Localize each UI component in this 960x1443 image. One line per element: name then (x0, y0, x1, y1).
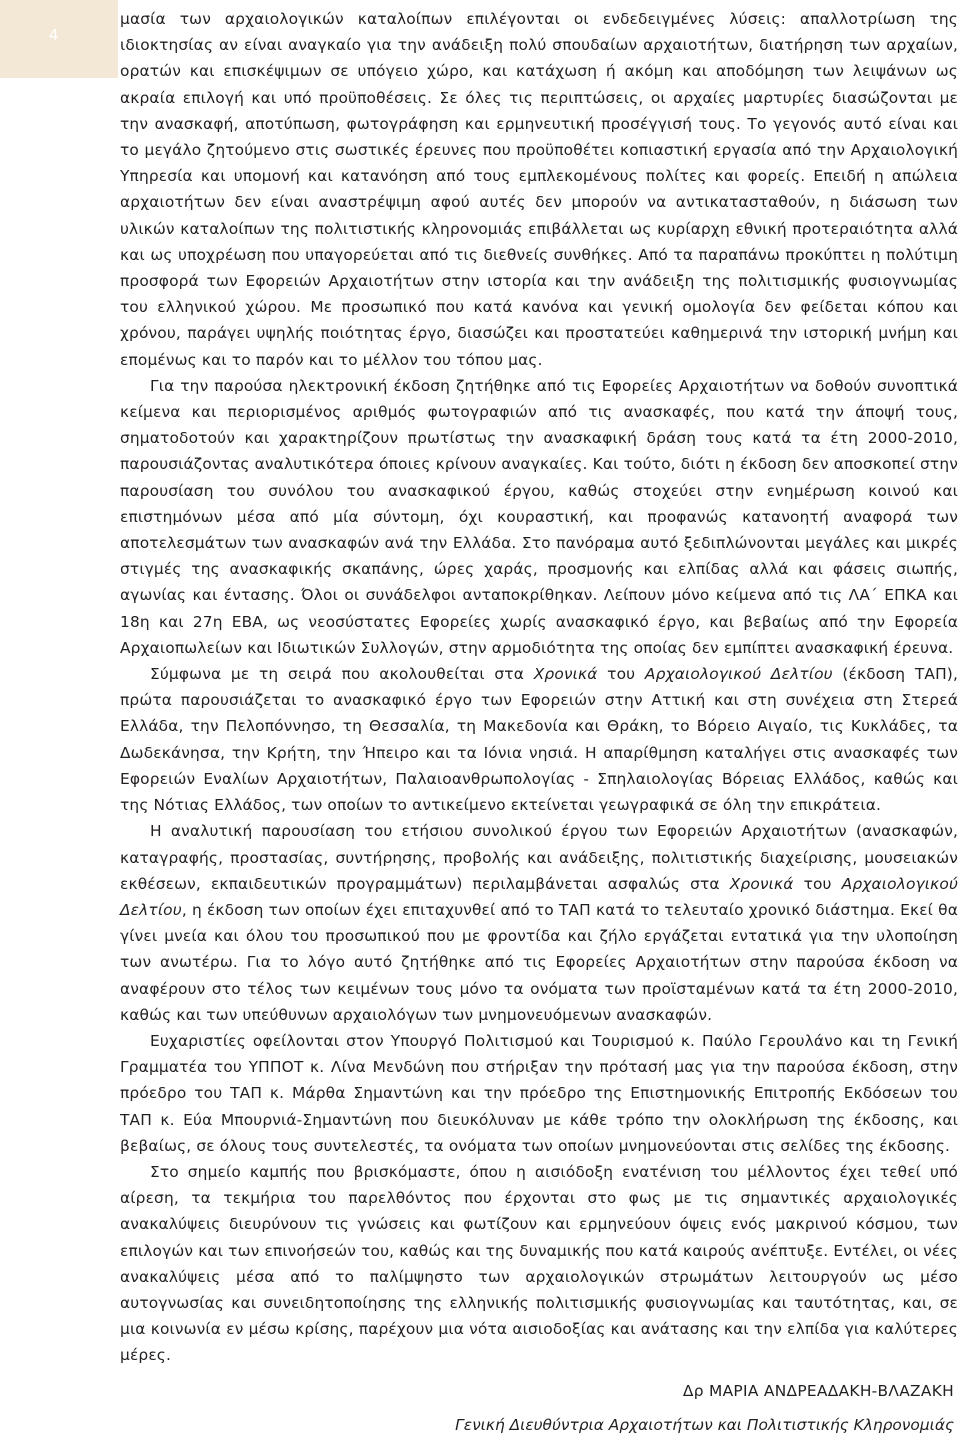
italic-title: Αρχαιολογικού Δελτίου (120, 874, 958, 919)
signature-title: Γενική Διευθύντρια Αρχαιοτήτων και Πολιτιστικής Κληρονομιάς (455, 1416, 954, 1434)
text-segment: , η έκδοση των οποίων έχει επιταχυνθεί από το ΤΑΠ κατά το τελευταίο χρονικό διάστημα. Εκεί θα γίνει μνεία και όλου του προσωπικού που με φροντίδα και ζήλο εργάζεται εντατικά για την υλοποίηση των ανωτέρω. Για το λόγο αυτό ζητήθηκε από τις Εφορείες Αρχαιοτήτων στην παρούσα έκδοση να αναφέρουν στο τέλος των κειμένων τους μόνο τα ονόματα των προϊσταμένων κατά τα έτη 2000-2010, καθώς και των υπεύθυνων αρχαιολόγων των μνημονευόμενων ανασκαφών. (120, 900, 958, 1024)
paragraph (120, 373, 958, 661)
text-segment: του (793, 874, 842, 893)
italic-title: Χρονικά (533, 665, 598, 684)
text-segment: Στο σημείο καμπής που βρισκόμαστε, όπου η αισιόδοξη ενατένιση του μέλλοντος έχει τεθεί υπό αίρεση, τα τεκμήρια του παρελθόντος που έρχονται στο φως με τις σημαντικές αρχαιολογικές ανακαλύψεις διευρύνουν τις γνώσεις και φωτίζουν και ερμηνεύουν όψεις ενός μακρινού κόσμου, των επιλογών και των επινοήσεών του, καθώς και της δυναμικής που κατά καιρούς ανέπτυξε. Εντέλει, οι νέες ανακαλύψεις μέσα από το παλίμψηστο των αρχαιολογικών στρωμάτων λειτουργούν ως μέσο αυτογνωσίας και συνειδητοποίησης της ελληνικής πολιτισμικής φυσιογνωμίας και ταυτότητας, και, σε μια κοινωνία εν μέσω κρίσης, παρέχουν μια νότα αισιοδοξίας και ανάτασης και την ελπίδα για καλύτερες μέρες. (120, 1162, 958, 1365)
page-number-tab (0, 0, 118, 78)
text-segment: (έκδοση ΤΑΠ), πρώτα παρουσιάζεται το ανασκαφικό έργο των Εφορειών στην Αττική και στη συνέχεια στη Στερεά Ελλάδα, την Πελοπόννησο, τη Θεσσαλία, τη Μακεδονία και Θράκη, το Βόρειο Αιγαίο, τις Κυκλάδες, τα Δωδεκάνησα, την Κρήτη, την Ήπειρο και τα Ιόνια νησιά. Η απαρίθμηση καταλήγει στις ανασκαφές των Εφορειών Εναλίων Αρχαιοτήτων, Παλαιοανθρωπολογίας - Σπηλαιολογίας Βόρειας Ελλάδος, καθώς και της Νότιας Ελλάδος, των οποίων το αντικείμενο εκτείνεται γεωγραφικά σε όλη την επικράτεια. (120, 665, 958, 815)
paragraph (120, 1159, 958, 1369)
paragraph (120, 818, 958, 1028)
main-text (120, 6, 958, 1369)
text-segment: του (597, 665, 645, 684)
text-segment: Για την παρούσα ηλεκτρονική έκδοση ζητήθηκε από τις Εφορείες Αρχαιοτήτων να δοθούν συνοπτικά κείμενα και περιορισμένος αριθμός φωτογραφιών από τις ανασκαφές, που κατά την άποψή τους, σηματοδοτούν και χαρακτηρίζουν πρωτίστως την ανασκαφική δράση τους κατά τα έτη 2000-2010, παρουσιάζοντας αναλυτικότερα όποιες κρίνουν αναγκαίες. Και τούτο, διότι η έκδοση δεν αποσκοπεί στην παρουσίαση του συνόλου του ανασκαφικού έργου, καθώς στοχεύει στην ενημέρωση κοινού και επιστημόνων μέσα από μία σύντομη, όχι κουραστική, και προφανώς κατανοητή αναφορά των αποτελεσμάτων των ανασκαφών ανά την Ελλάδα. Στο πανόραμα αυτό ξεδιπλώνονται μεγάλες και μικρές στιγμές της ανασκαφικής σκαπάνης, ώρες χαράς, προσμονής και ελπίδας αλλά και φάσεις σιωπής, αγωνίας και έντασης. Όλοι οι συνάδελφοι ανταποκρίθηκαν. Λείπουν μόνο κείμενα από τις ΛΑ΄ ΕΠΚΑ και 18η και 27η ΕΒΑ, ως νεοσύστατες Εφορείες χωρίς ανασκαφικό έργο, και βεβαίως από την Εφορεία Αρχαιοπωλείων και Ιδιωτικών Συλλογών, στην αρμοδιότητα της οποίας δεν εμπίπτει ανασκαφική έρευνα. (120, 376, 958, 657)
text-segment: Η αναλυτική παρουσίαση του ετήσιου συνολικού έργου των Εφορειών Αρχαιοτήτων (ανασκαφών, καταγραφής, προστασίας, συντήρησης, προβολής και ανάδειξης, πολιτιστικής διαχείρισης, μουσειακών εκθέσεων, εκπαιδευτικών προγραμμάτων) περιλαμβάνεται ασφαλώς στα (120, 822, 958, 893)
text-segment: Ευχαριστίες οφείλονται στον Υπουργό Πολιτισμού και Τουρισμού κ. Παύλο Γερουλάνο και τη Γενική Γραμματέα του ΥΠΠΟΤ κ. Λίνα Μενδώνη που στήριξαν την πρότασή μας για την παρούσα έκδοση, στην πρόεδρο του ΤΑΠ κ. Μάρθα Σημαντώνη και την πρόεδρο της Επιστημονικής Επιτροπής Εκδόσεων του ΤΑΠ κ. Εύα Μπουρνιά-Σημαντώνη που διευκόλυναν με κάθε τρόπο την ολοκλήρωση της έκδοσης, και βεβαίως, σε όλους τους συντελεστές, τα ονόματα των οποίων μνημονεύονται στις σελίδες της έκδοσης. (120, 1031, 958, 1155)
signature-name: Δρ ΜΑΡΙΑ ΑΝΔΡΕΑΔΑΚΗ-ΒΛΑΖΑΚΗ (682, 1382, 954, 1400)
page-number: 4 (49, 26, 59, 44)
paragraph (120, 661, 958, 818)
italic-title: Χρονικά (729, 874, 794, 893)
paragraph (120, 1028, 958, 1159)
italic-title: Αρχαιολογικού Δελτίου (644, 665, 833, 684)
paragraph (120, 6, 958, 373)
text-segment: Σύμφωνα με τη σειρά που ακολουθείται στα (150, 665, 534, 684)
text-segment: μασία των αρχαιολογικών καταλοίπων επιλέγονται οι ενδεδειγμένες λύσεις: απαλλοτρίωση της ιδιοκτησίας αν είναι αναγκαίο για την ανάδειξη πολύ σπουδαίων αρχαιοτήτων, διατήρηση των αρχαίων, ορατών και επισκέψιμων σε υπόγειο χώρο, και κατάχωση ή ακόμη και αποδόμηση των λειψάνων ως ακραία επιλογή και υπό προϋποθέσεις. Σε όλες τις περιπτώσεις, οι αρχαίες μαρτυρίες διασώζονται με την ανασκαφή, αποτύπωση, φωτογράφηση και ερμηνευτική προσέγγισή τους. Το γεγονός αυτό είναι και το μεγάλο ζητούμενο στις σωστικές έρευνες που προϋποθέτει κοπιαστική εργασία από την Αρχαιολογική Υπηρεσία και υπομονή και κατανόηση από τους εμπλεκομένους πολίτες και φορείς. Επειδή η απώλεια αρχαιοτήτων δεν είναι αναστρέψιμη αφού αυτές δεν μπορούν να αντικατασταθούν, η διάσωση των υλικών καταλοίπων της πολιτιστικής κληρονομιάς επιβάλλεται ως κυρίαρχη εθνική προτεραιότητα αλλά και ως υποχρέωση που υπαγορεύεται από τις διεθνείς συνθήκες. Από τα παραπάνω προκύπτει η πολύτιμη προσφορά των Εφορειών Αρχαιοτήτων στην ιστορία και την ανάδειξη της πολιτισμικής φυσιογνωμίας του ελληνικού χώρου. Με προσωπικό που κατά κανόνα και γενική ομολογία δεν φείδεται κόπου και χρόνου, παράγει υψηλής ποιότητας έργο, διασώζει και προστατεύει καθημερινά την ιστορική μνήμη και επομένως και το παρόν και το μέλλον του τόπου μας. (120, 10, 958, 369)
